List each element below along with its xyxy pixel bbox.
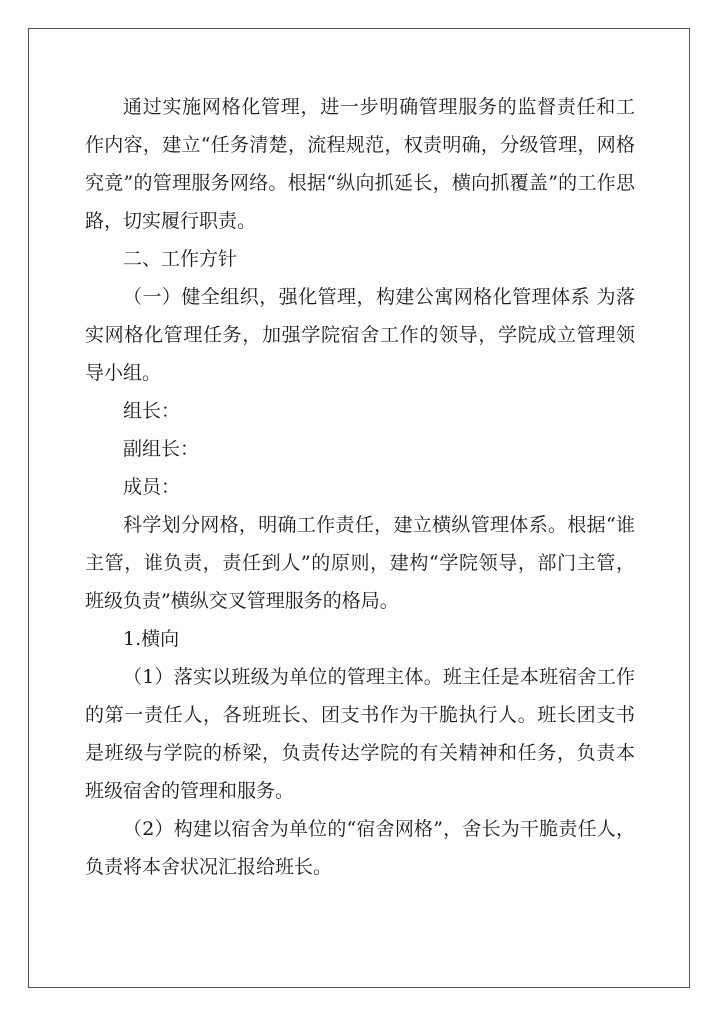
document-body	[85, 88, 635, 886]
paragraph-grid-division: 科学划分网格，明确工作责任，建立横纵管理体系。根据“谁主管，谁负责，责任到人”的原则，建构“学院领导，部门主管，班级负责”横纵交叉管理服务的格局。	[85, 514, 635, 612]
leader-line: 组长：	[123, 400, 181, 422]
members-line: 成员：	[123, 476, 181, 498]
paragraph-class-management: （1）落实以班级为单位的管理主体。班主任是本班宿舍工作的第一责任人，各班班长、团支书作为干脆执行人。班长团支书是班级与学院的桥梁，负责传达学院的有关精神和任务，负责本班级宿舍的管理和服务。	[85, 666, 635, 802]
deputy-leader-line: 副组长：	[123, 438, 200, 460]
paragraph-intro: 通过实施网格化管理，进一步明确管理服务的监督责任和工作内容，建立“任务清楚，流程规范，权责明确，分级管理，网格究竟”的管理服务网络。根据“纵向抓延长，横向抓覆盖”的工作思路，切实履行职责。	[85, 96, 635, 232]
section-heading-work-policy: 二、工作方针	[123, 248, 238, 270]
paragraph-dorm-grid: （2）构建以宿舍为单位的“宿舍网格”，舍长为干脆责任人，负责将本舍状况汇报给班长。	[85, 818, 635, 878]
paragraph-organization: （一）健全组织，强化管理，构建公寓网格化管理体系 为落实网格化管理任务，加强学院宿舍工作的领导，学院成立管理领导小组。	[85, 286, 635, 384]
subheading-horizontal: 1.横向	[123, 628, 180, 650]
